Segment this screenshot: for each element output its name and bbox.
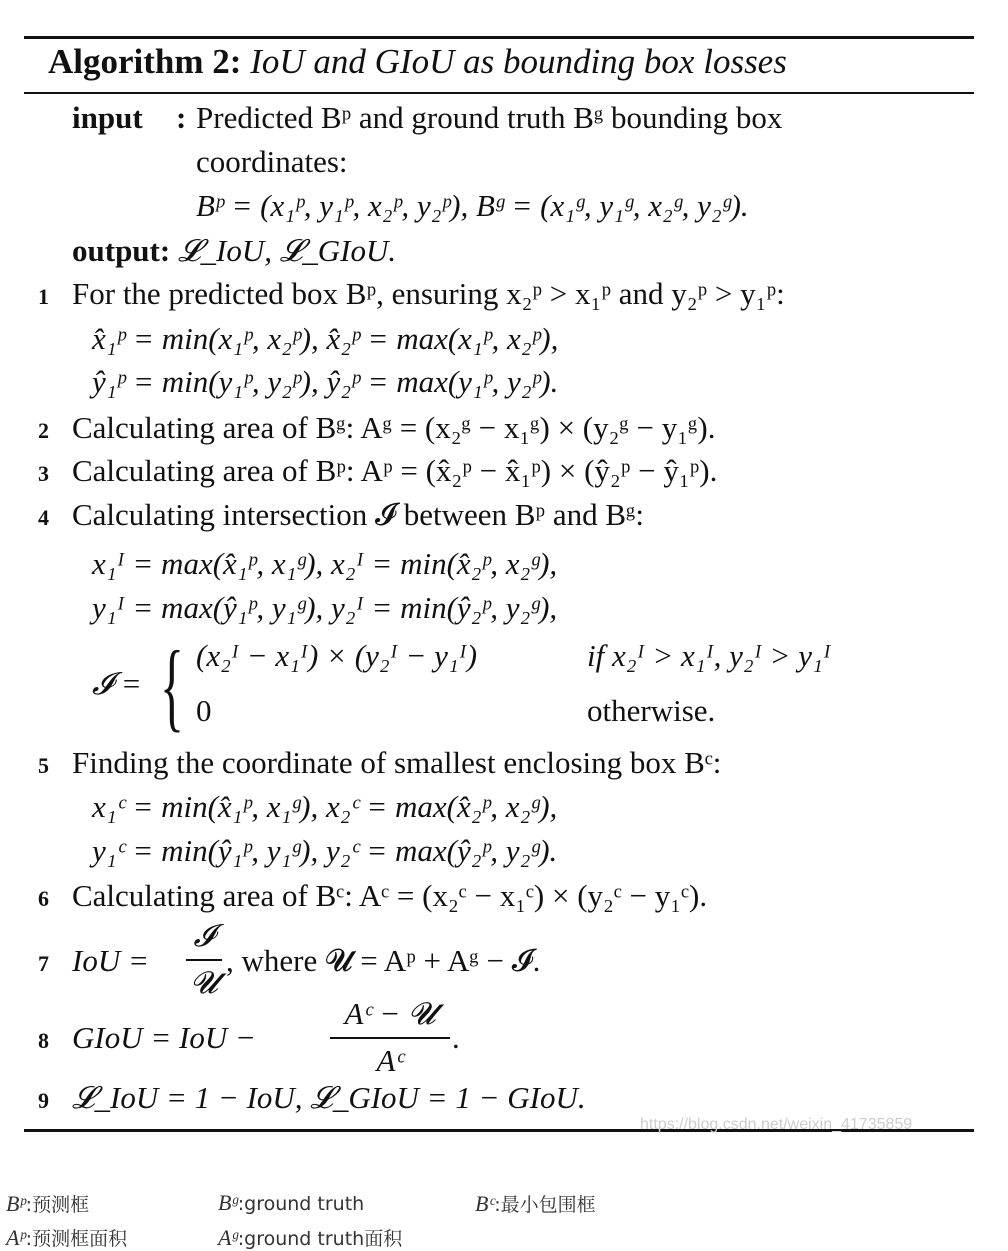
input-text: Predicted Bᵖ and ground truth Bᵍ bounding box bbox=[196, 100, 783, 135]
input-formula: Bᵖ = (x₁ᵖ, y₁ᵖ, x₂ᵖ, y₂ᵖ), Bᵍ = (x₁ᵍ, y₁ᵍ, x₂ᵍ, y₂ᵍ). bbox=[196, 188, 749, 223]
iou-where: , where 𝓤 = Aᵖ + Aᵍ − 𝓘. bbox=[226, 943, 541, 978]
numerator: Aᶜ − 𝓤 bbox=[344, 996, 436, 1031]
case-2-cond: otherwise. bbox=[587, 693, 716, 728]
iou-lhs: IoU = bbox=[72, 943, 149, 978]
legend-item: Aᵍ:ground truth面积 bbox=[218, 1225, 403, 1250]
step-1-eq: x̂₁ᵖ = min(x₁ᵖ, x₂ᵖ), x̂₂ᵖ = max(x₁ᵖ, x₂ᵖ), bbox=[92, 321, 559, 356]
cases-brace: { bbox=[160, 630, 184, 741]
title-rule bbox=[24, 92, 974, 94]
input-colon: : bbox=[176, 100, 187, 135]
legend-item: Bᵍ:ground truth bbox=[218, 1190, 365, 1215]
step-4-eq: y₁ᴵ = max(ŷ₁ᵖ, y₁ᵍ), y₂ᴵ = min(ŷ₂ᵖ, y₂ᵍ), bbox=[92, 590, 558, 625]
giou-fraction bbox=[330, 996, 450, 1079]
legend-item: Aᵖ:预测框面积 bbox=[6, 1225, 128, 1250]
step-number: 8 bbox=[38, 1028, 49, 1053]
step-number: 5 bbox=[38, 753, 49, 778]
case-1-cond: if x₂ᴵ > x₁ᴵ, y₂ᴵ > y₁ᴵ bbox=[587, 638, 831, 673]
step-2-text: Calculating area of Bᵍ: Aᵍ = (x₂ᵍ − x₁ᵍ) × (y₂ᵍ − y₁ᵍ). bbox=[72, 410, 716, 445]
step-5-eq: x₁ᶜ = min(x̂₁ᵖ, x₁ᵍ), x₂ᶜ = max(x̂₂ᵖ, x₂ᵍ), bbox=[92, 789, 558, 824]
step-number: 3 bbox=[38, 461, 49, 486]
case-2-expr: 0 bbox=[196, 693, 212, 728]
iou-fraction bbox=[186, 918, 222, 1002]
step-4-eq: x₁ᴵ = max(x̂₁ᵖ, x₁ᵍ), x₂ᴵ = min(x̂₂ᵖ, x₂ᵍ), bbox=[92, 546, 558, 581]
input-label: input bbox=[72, 100, 143, 135]
intersection-symbol: 𝓘 = bbox=[92, 666, 142, 701]
giou-lhs: GIoU = IoU − bbox=[72, 1020, 256, 1055]
watermark: https://blog.csdn.net/weixin_41735859 bbox=[640, 1116, 913, 1133]
denominator: 𝓤 bbox=[190, 965, 218, 1000]
numerator: 𝓘 bbox=[193, 918, 215, 953]
step-6-text: Calculating area of Bᶜ: Aᶜ = (x₂ᶜ − x₁ᶜ) × (y₂ᶜ − y₁ᶜ). bbox=[72, 878, 708, 913]
step-3-text: Calculating area of Bᵖ: Aᵖ = (x̂₂ᵖ − x̂₁ᵖ) × (ŷ₂ᵖ − ŷ₁ᵖ). bbox=[72, 453, 718, 488]
period: . bbox=[452, 1020, 460, 1055]
step-4-text: Calculating intersection 𝓘 between Bᵖ and Bᵍ: bbox=[72, 497, 644, 532]
step-1-eq: ŷ₁ᵖ = min(y₁ᵖ, y₂ᵖ), ŷ₂ᵖ = max(y₁ᵖ, y₂ᵖ). bbox=[92, 364, 559, 399]
step-1-text: For the predicted box Bᵖ, ensuring x₂ᵖ > x₁ᵖ and y₂ᵖ > y₁ᵖ: bbox=[72, 276, 785, 311]
legend-item: Bᵖ:预测框 bbox=[6, 1191, 90, 1216]
denominator: Aᶜ bbox=[376, 1043, 404, 1078]
step-5-eq: y₁ᶜ = min(ŷ₁ᵖ, y₁ᵍ), y₂ᶜ = max(ŷ₂ᵖ, y₂ᵍ). bbox=[92, 833, 558, 868]
case-1-expr: (x₂ᴵ − x₁ᴵ) × (y₂ᴵ − y₁ᴵ) bbox=[196, 638, 478, 673]
algorithm-title: Algorithm 2: IoU and GIoU as bounding box losses bbox=[48, 42, 787, 81]
legend-item: Bᶜ:最小包围框 bbox=[475, 1191, 596, 1216]
step-number: 4 bbox=[38, 505, 49, 530]
top-rule bbox=[24, 36, 974, 39]
step-5-text: Finding the coordinate of smallest enclosing box Bᶜ: bbox=[72, 745, 722, 780]
step-number: 1 bbox=[38, 284, 49, 309]
output-label: output: 𝓛_IoU, 𝓛_GIoU. bbox=[72, 233, 397, 268]
step-number: 7 bbox=[38, 951, 49, 976]
step-number: 6 bbox=[38, 886, 49, 911]
step-number: 9 bbox=[38, 1088, 49, 1113]
step-number: 2 bbox=[38, 418, 49, 443]
loss-formulas: 𝓛_IoU = 1 − IoU, 𝓛_GIoU = 1 − GIoU. bbox=[72, 1080, 586, 1115]
input-text-2: coordinates: bbox=[196, 144, 348, 179]
